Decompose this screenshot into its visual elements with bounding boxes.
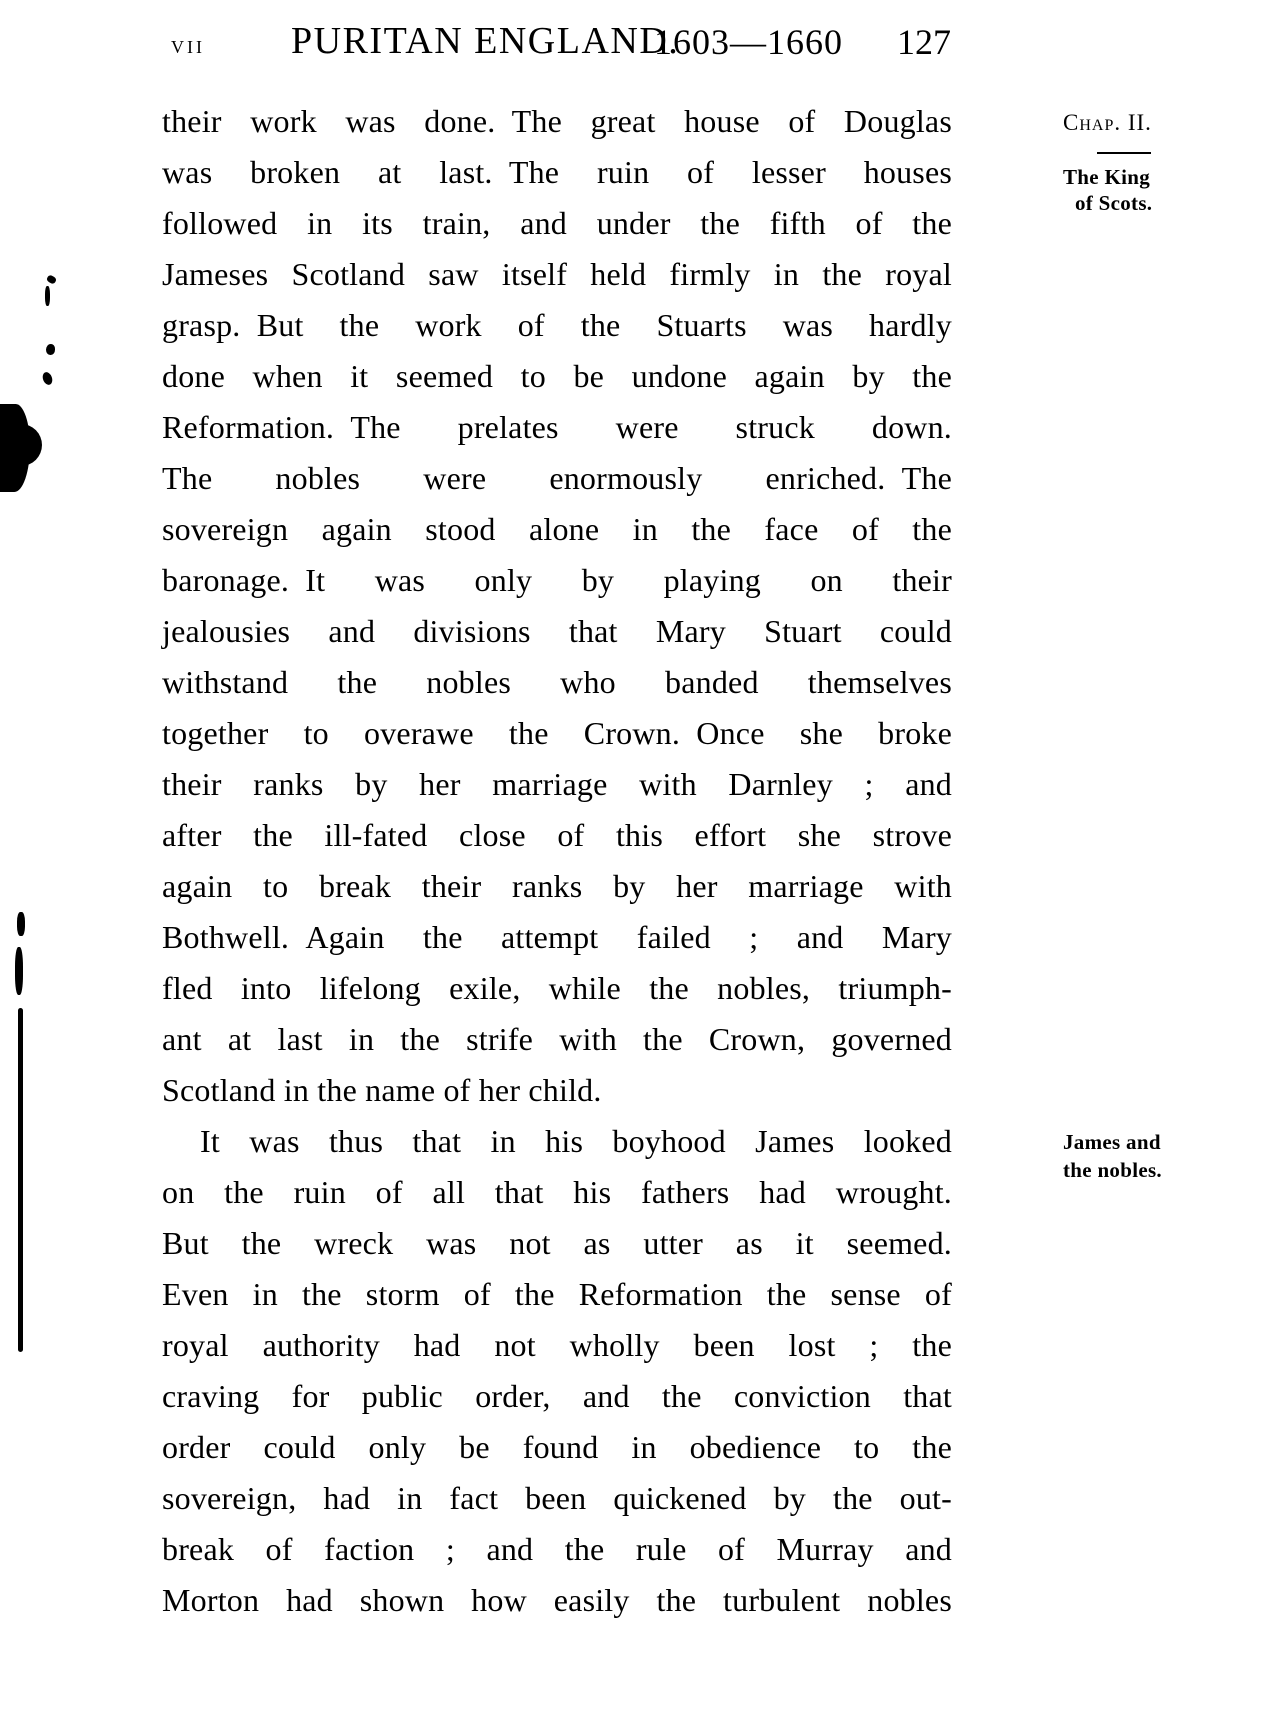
text-line: again to break their ranks by her marriage with	[162, 868, 952, 904]
text-line: But the wreck was not as utter as it seemed.	[162, 1225, 952, 1261]
scan-ink-speck	[41, 371, 54, 386]
margin-note-line: The King	[1063, 165, 1151, 189]
scan-edge-dash	[15, 947, 23, 995]
text-line: withstand the nobles who banded themselves	[162, 664, 952, 700]
text-line: sovereign again stood alone in the face of the	[162, 511, 952, 547]
text-line: ant at last in the strife with the Crown, governed	[162, 1021, 952, 1057]
text-line: their ranks by her marriage with Darnley ; and	[162, 766, 952, 802]
text-line: Even in the storm of the Reformation the sense of	[162, 1276, 952, 1312]
text-line: Morton had shown how easily the turbulent nobles	[162, 1582, 952, 1618]
text-line: It was thus that in his boyhood James looked	[200, 1123, 952, 1159]
scan-edge-dash	[17, 912, 25, 936]
text-line: sovereign, had in fact been quickened by the out-	[162, 1480, 952, 1516]
scan-ink-mark	[45, 286, 50, 306]
margin-note-line: of Scots.	[1075, 191, 1153, 215]
scan-edge-blot	[0, 424, 42, 466]
text-line: Scotland in the name of her child.	[162, 1072, 602, 1108]
text-line: Bothwell. Again the attempt failed ; and Mary	[162, 919, 952, 955]
text-line: grasp. But the work of the Stuarts was hardly	[162, 307, 952, 343]
text-line: on the ruin of all that his fathers had wrought.	[162, 1174, 952, 1210]
text-line: Jameses Scotland saw itself held firmly in the royal	[162, 256, 952, 292]
text-line: order could only be found in obedience to the	[162, 1429, 952, 1465]
margin-note-line: the nobles.	[1063, 1158, 1162, 1182]
body-text-column	[162, 96, 952, 1626]
text-line: royal authority had not wholly been lost ; the	[162, 1327, 952, 1363]
text-line: their work was done. The great house of Douglas	[162, 103, 952, 139]
text-line: together to overawe the Crown. Once she broke	[162, 715, 952, 751]
scan-ink-mark	[46, 274, 57, 285]
text-line: Reformation. The prelates were struck down.	[162, 409, 952, 445]
paragraph-james-boyhood	[162, 1116, 952, 1626]
text-line: done when it seemed to be undone again by the	[162, 358, 952, 394]
text-line: fled into lifelong exile, while the nobles, triumph-	[162, 970, 952, 1006]
text-line: craving for public order, and the conviction that	[162, 1378, 952, 1414]
scan-ink-speck	[46, 344, 55, 355]
chapter-rule	[1097, 152, 1151, 154]
text-line: followed in its train, and under the fifth of the	[162, 205, 952, 241]
margin-note-james-and-nobles	[1063, 1128, 1203, 1184]
margin-note-line: James and	[1063, 1130, 1161, 1154]
header-date-range: 1603—1660	[654, 22, 843, 62]
paragraph-mary-stuart	[162, 96, 952, 1116]
text-line: break of faction ; and the rule of Murray and	[162, 1531, 952, 1567]
text-line: was broken at last. The ruin of lesser houses	[162, 154, 952, 190]
scan-edge-scratch	[18, 1008, 23, 1352]
chapter-label: Chap. II.	[1063, 110, 1152, 135]
header-running-title: PURITAN ENGLAND.	[291, 20, 680, 62]
header-chapter-roman: vii	[171, 30, 205, 59]
text-line: The nobles were enormously enriched. The	[162, 460, 952, 496]
margin-note-king-of-scots	[1063, 110, 1203, 216]
text-line: baronage. It was only by playing on their	[162, 562, 952, 598]
header-page-number: 127	[897, 22, 951, 62]
text-line: after the ill-fated close of this effort she strove	[162, 817, 952, 853]
text-line: jealousies and divisions that Mary Stuart could	[162, 613, 952, 649]
